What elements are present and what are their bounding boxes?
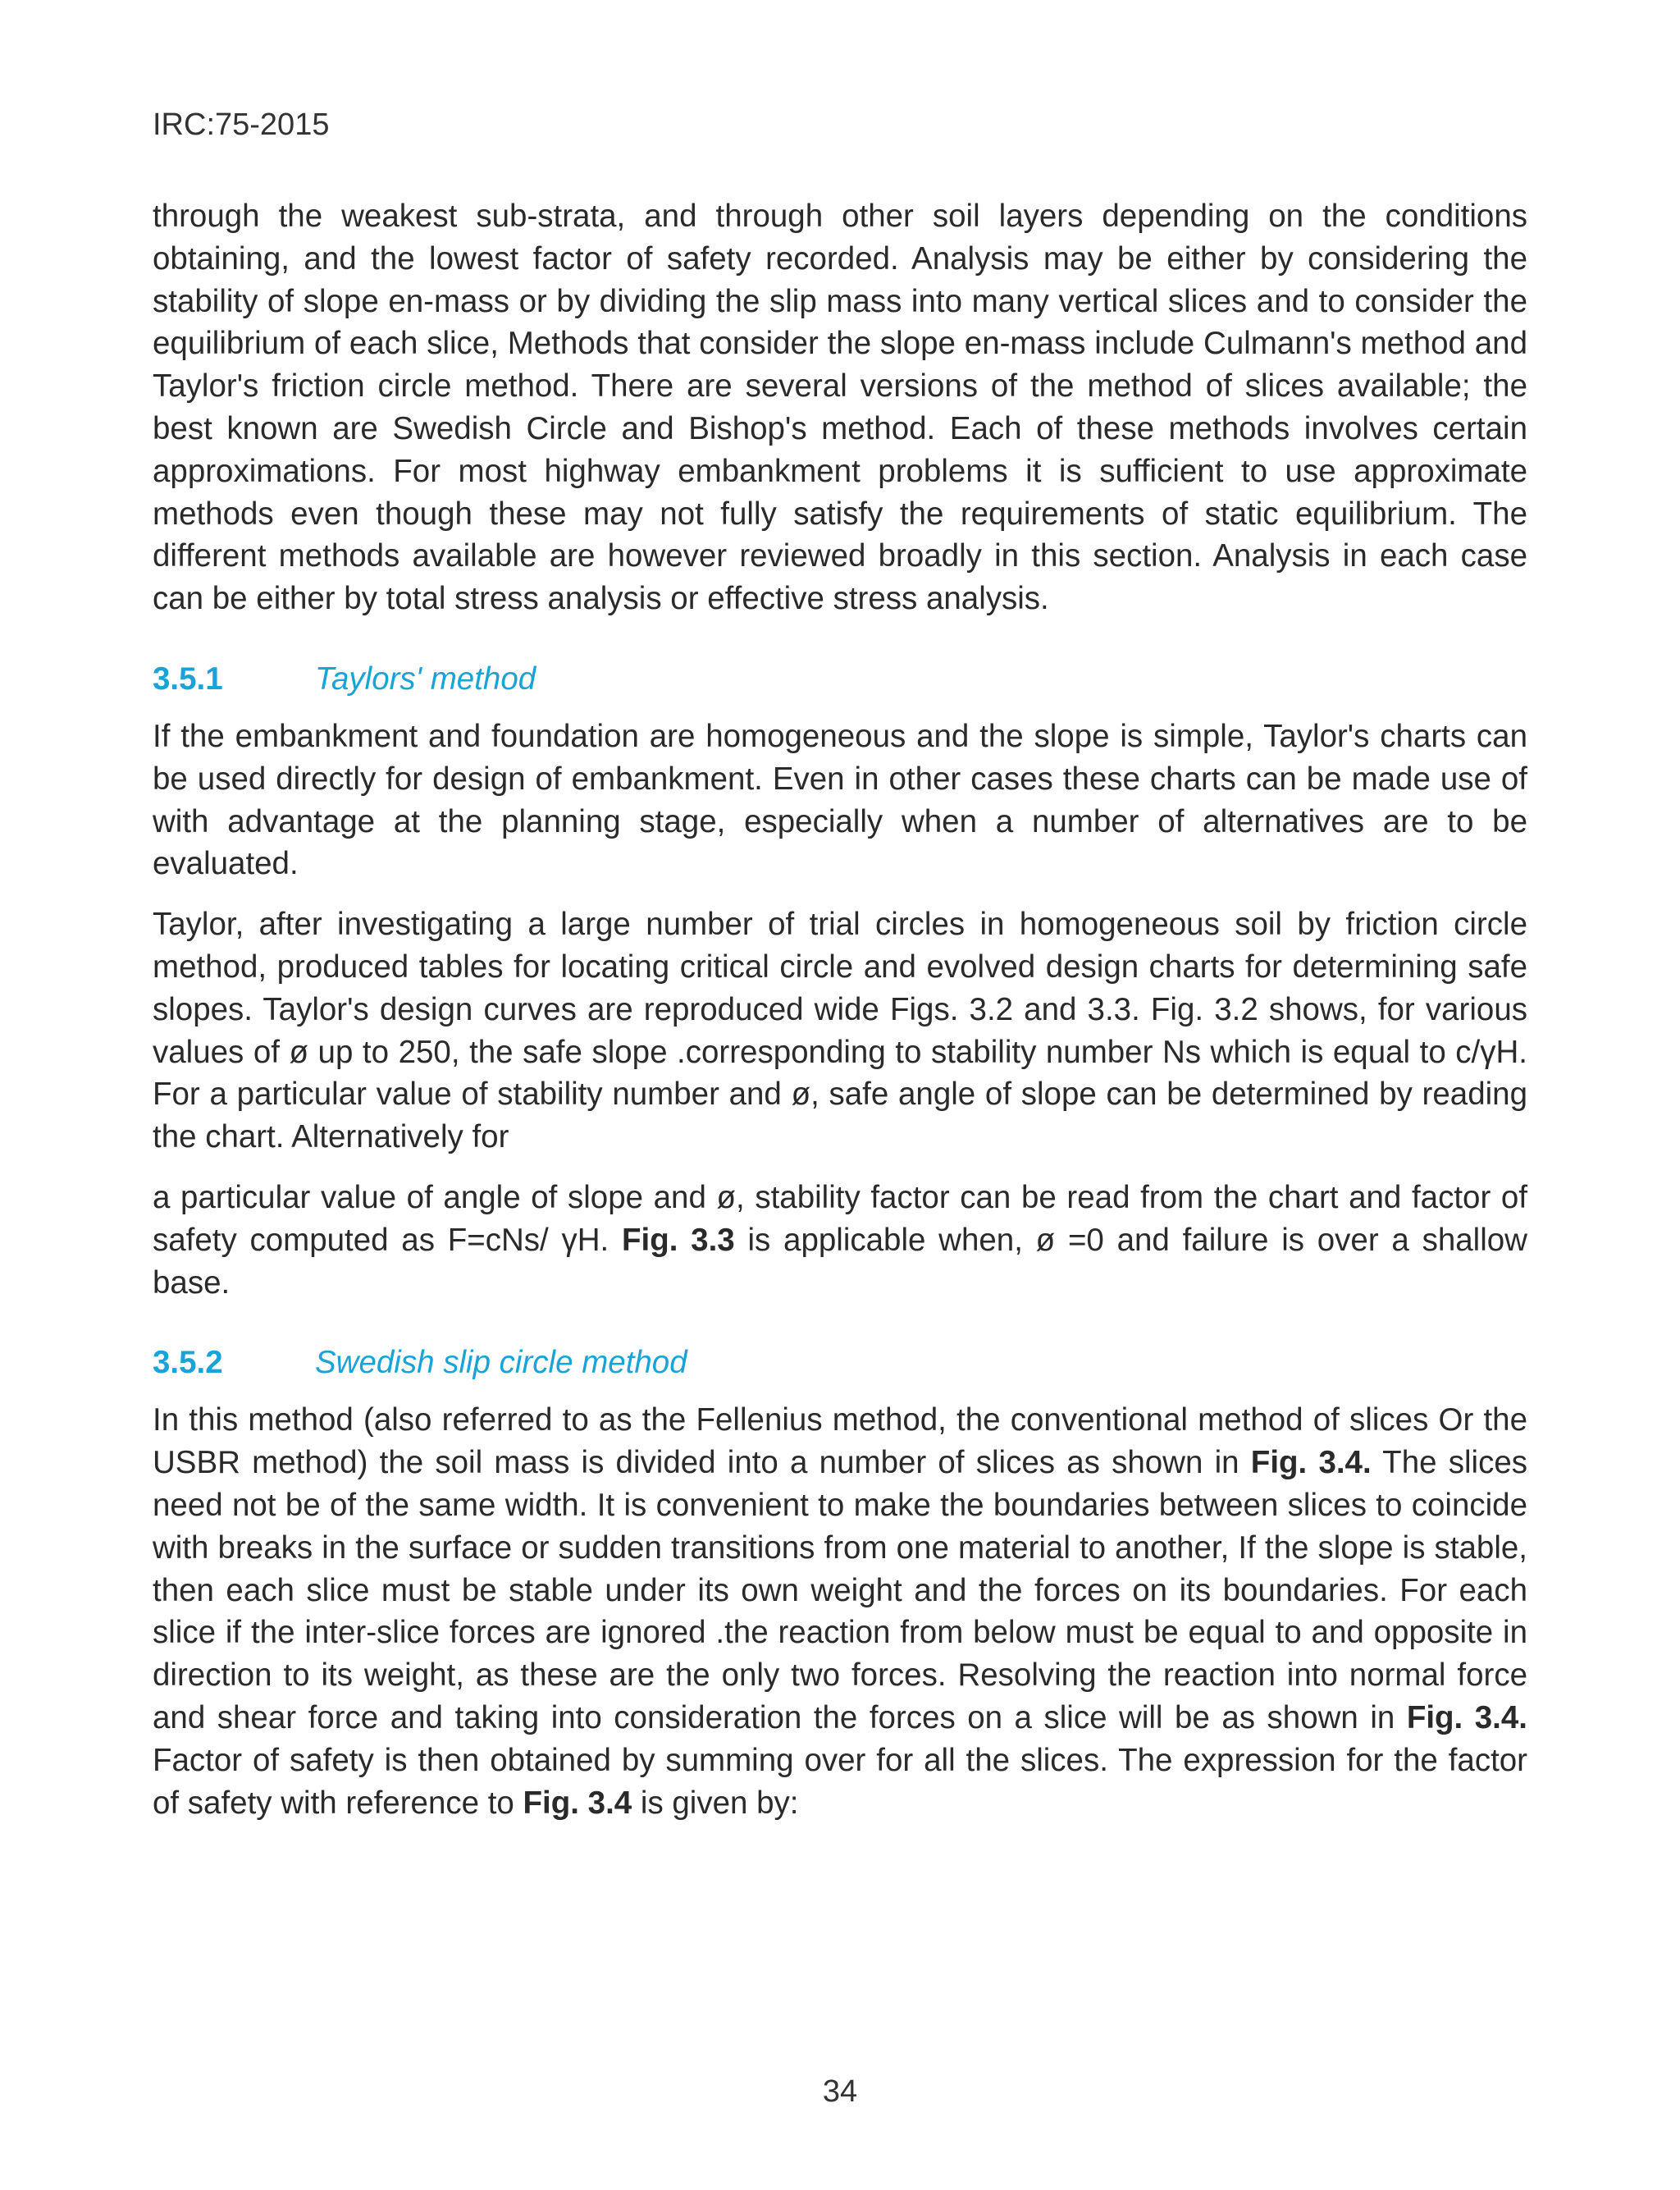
taylor-paragraph-2: Taylor, after investigating a large number of trial circles in homogeneous soil by friction circle method, produced tables for locating critical circle and evolved design charts for determining safe slopes. Taylor's design curves are reproduced wide Figs. 3.2 and 3.3. Fig. 3.2 shows, for various values of ø up to 250, the safe slope .corresponding to stability number Ns which is equal to c/γH. For a particular value of stability number and ø, safe angle of slope can be determined by reading the chart. Alternatively for [153,907,1527,1155]
taylor-paragraph-1: If the embankment and foundation are homogeneous and the slope is simple, Taylor's charts can be used directly for design of embankment. Even in other cases these charts can be made use of with advantage at the planning stage, especially when a number of alternatives are to be evaluated. [153,718,1527,882]
page-content [153,195,1527,1824]
text-run: The slices need not be of the same width. It is convenient to make the boundaries between slices to coincide with breaks in the surface or sudden transitions from one material to another, If the slope is stable, then each slice must be stable under its own weight and the forces on its boundaries. For each slice if the inter-slice forces are ignored .the reaction from below must be equal to and opposite in direction to its weight, as these are the only two forces. Resolving the reaction into normal force and shear force and taking into consideration the forces on a slice will be as shown in [153,1445,1527,1735]
page-number: 34 [822,2074,858,2109]
intro-paragraph: through the weakest sub-strata, and through other soil layers depending on the conditions obtaining, and the lowest factor of safety recorded. Analysis may be either by considering the stability of slope en-mass or by dividing the slip mass into many vertical slices and to consider the equilibrium of each slice, Methods that consider the slope en-mass include Culmann's method and Taylor's friction circle method. There are several versions of the method of slices available; the best known are Swedish Circle and Bishop's method. Each of these methods involves certain approximations. For most highway embankment problems it is sufficient to use approximate methods even though these may not fully satisfy the requirements of static equilibrium. The different methods available are however reviewed broadly in this section. Analysis in each case can be either by total stress analysis or effective stress analysis. [153,199,1527,617]
taylor-paragraph-3 [153,1177,1527,1304]
document-code-header: IRC:75-2015 [153,107,330,142]
text-run: is given by: [632,1785,799,1821]
figure-reference: Fig. 3.4 [523,1785,632,1821]
text-run: a particular value of angle of slope and ø, stability factor can be read from the chart and factor of safety computed as F=cNs/ γH. [153,1179,1527,1258]
section-title: Taylors' method [315,661,536,697]
section-3-5-1-heading [153,658,1527,701]
text-run: In this method (also referred to as the Fellenius method, the conventional method of slices Or the USBR method) the soil mass is divided into a number of slices as shown in [153,1402,1527,1481]
figure-reference: Fig. 3.4. [1250,1445,1372,1481]
section-number: 3.5.2 [153,1345,223,1381]
swedish-paragraph [153,1399,1527,1824]
figure-reference: Fig. 3.4. [1406,1699,1527,1735]
text-run: is applicable when, ø =0 and failure is over a shallow base. [153,1222,1527,1301]
text-run: Factor of safety is then obtained by summing over for all the slices. The expression for the factor of safety with reference to [153,1742,1527,1821]
section-3-5-2-heading [153,1342,1527,1384]
section-number: 3.5.1 [153,661,223,697]
section-title: Swedish slip circle method [315,1345,687,1381]
figure-reference: Fig. 3.3 [622,1222,735,1258]
